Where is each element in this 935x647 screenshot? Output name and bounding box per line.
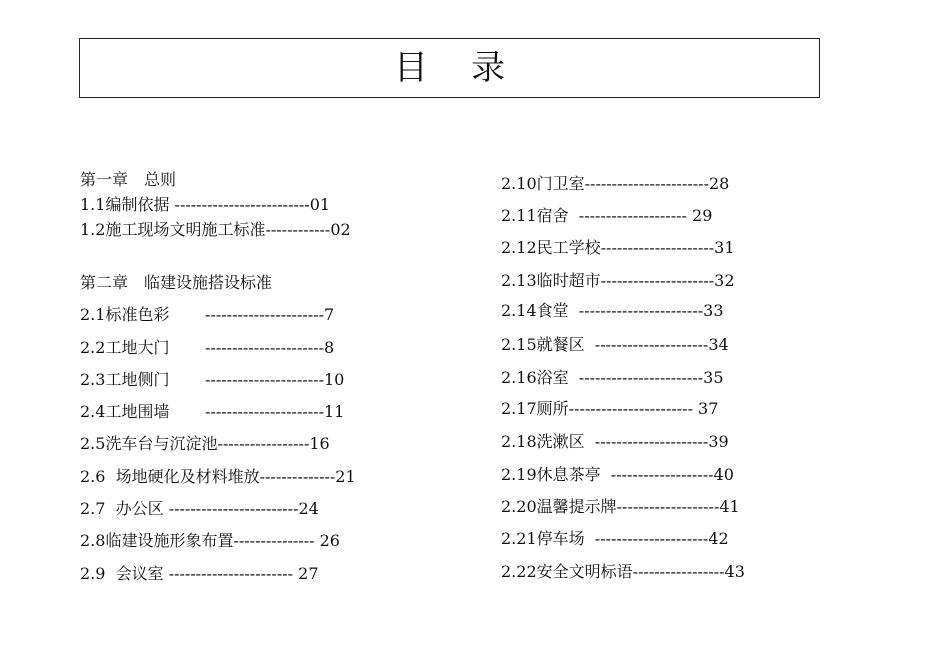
chapter-heading: 第二章 临建设施搭设标准 [80,273,273,292]
toc-entry: 2.12民工学校---------------------31 [501,238,735,257]
toc-entry: 2.6 场地硬化及材料堆放--------------21 [80,467,356,486]
toc-entry: 2.22安全文明标语-----------------43 [501,562,745,581]
toc-entry: 2.18洗漱区 ---------------------39 [501,432,729,451]
toc-entry: 2.3工地侧门 ----------------------10 [80,370,345,389]
page-title: 目 录 [393,48,506,88]
toc-title-box [79,38,820,98]
toc-entry: 2.1标准色彩 ----------------------7 [80,305,335,324]
toc-entry: 2.20温馨提示牌-------------------41 [501,497,740,516]
toc-entry: 2.15就餐区 ---------------------34 [501,335,729,354]
toc-entry: 2.21停车场 ---------------------42 [501,529,729,548]
toc-left-column [80,170,480,590]
toc-entry: 2.5洗车台与沉淀池-----------------16 [80,434,330,453]
toc-entry: 1.2施工现场文明施工标准------------02 [80,220,351,239]
toc-entry: 2.9 会议室 ----------------------- 27 [80,564,319,583]
toc-entry: 2.17厕所----------------------- 37 [501,399,719,418]
toc-entry: 2.8临建设施形象布置--------------- 26 [80,531,340,550]
toc-entry: 2.7 办公区 ------------------------24 [80,499,319,518]
toc-entry: 2.2工地大门 ----------------------8 [80,338,335,357]
toc-entry: 2.16浴室 -----------------------35 [501,368,724,387]
toc-entry: 1.1编制依据 -------------------------01 [80,195,331,214]
toc-entry: 2.11宿舍 -------------------- 29 [501,206,713,225]
toc-entry: 2.14食堂 -----------------------33 [501,301,724,320]
toc-entry: 2.19休息茶亭 -------------------40 [501,465,734,484]
chapter-heading: 第一章 总则 [80,170,177,189]
toc-right-column [501,174,901,594]
toc-entry: 2.13临时超市---------------------32 [501,271,735,290]
toc-entry: 2.10门卫室-----------------------28 [501,174,730,193]
toc-entry: 2.4工地围墙 ----------------------11 [80,402,345,421]
